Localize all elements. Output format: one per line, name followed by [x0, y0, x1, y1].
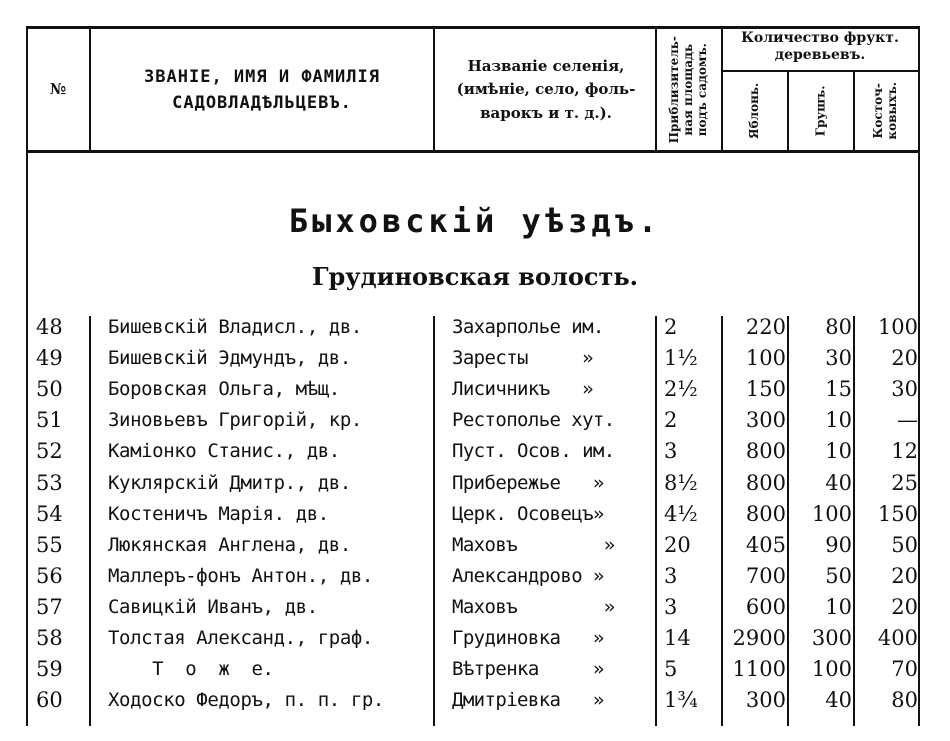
- row-number: 48: [36, 315, 63, 339]
- table-row: [0, 343, 950, 374]
- garden-area: 2½: [664, 377, 698, 402]
- pear-count: 15: [825, 377, 852, 402]
- owner-name: Куклярскій Дмитр., дв.: [108, 471, 351, 494]
- row-number: 50: [36, 377, 63, 402]
- garden-area: 1½: [664, 346, 698, 371]
- garden-area: 20: [664, 532, 691, 557]
- village-name: Александрово »: [452, 564, 604, 587]
- apple-count: 300: [745, 688, 786, 713]
- owner-name: Т о ж е.: [108, 658, 274, 681]
- header-apples-text: Яблонь.: [747, 82, 762, 140]
- garden-area: 2: [664, 408, 678, 433]
- owner-name: Люкянская Англена, дв.: [108, 533, 351, 556]
- pear-count: 30: [825, 346, 852, 371]
- apple-count: 100: [745, 346, 786, 371]
- table-row: [0, 685, 950, 716]
- table-row: [0, 623, 950, 654]
- header-village: [436, 30, 656, 150]
- apple-count: 600: [745, 594, 786, 619]
- header-sep-num: [89, 26, 91, 152]
- header-area: [656, 30, 722, 150]
- stone-fruit-count: 100: [877, 315, 918, 339]
- owner-name: Костеничъ Марія. дв.: [108, 502, 329, 525]
- village-name: Лисичникъ »: [452, 378, 593, 401]
- owner-name: Бишевскій Эдмундъ, дв.: [108, 347, 351, 370]
- garden-area: 14: [664, 626, 691, 650]
- apple-count: 2900: [732, 626, 786, 650]
- village-name: Маховъ »: [452, 595, 615, 618]
- apple-count: 800: [745, 439, 786, 464]
- header-owner: [92, 30, 432, 150]
- header-village-line3: варокъ и т. д.).: [480, 103, 612, 122]
- header-number: №: [49, 80, 67, 99]
- stone-fruit-count: 25: [891, 470, 918, 495]
- apple-count: 150: [745, 377, 786, 402]
- stone-fruit-count: 20: [891, 563, 918, 588]
- stone-fruit-count: 150: [877, 501, 918, 526]
- uezd-title: Быховскій уѣздъ.: [288, 202, 662, 240]
- pear-count: 50: [825, 563, 852, 588]
- stone-fruit-count: 50: [891, 532, 918, 557]
- garden-area: 1¾: [664, 688, 698, 713]
- row-number: 58: [36, 626, 63, 650]
- header-area-text: Приблизитель- ная площадь подъ садомъ.: [667, 36, 709, 144]
- header-village-line2: (имѣніе, село, фоль-: [456, 80, 636, 99]
- row-number: 52: [36, 439, 63, 464]
- owner-name: Каміонко Станис., дв.: [108, 440, 340, 463]
- pear-count: 300: [811, 626, 852, 650]
- pear-count: 100: [811, 501, 852, 526]
- owner-name: Маллеръ-фонъ Антон., дв.: [108, 564, 373, 587]
- row-number: 53: [36, 470, 63, 495]
- row-number: 59: [36, 657, 63, 682]
- row-number: 54: [36, 501, 63, 526]
- header-pears: [788, 72, 854, 150]
- owner-name: Савицкій Иванъ, дв.: [108, 595, 318, 618]
- owner-name: Боровская Ольга, мѣщ.: [108, 378, 340, 401]
- village-name: Грудиновка »: [452, 627, 604, 649]
- pear-count: 40: [825, 470, 852, 495]
- apple-count: 1100: [732, 657, 786, 682]
- owner-name: Толстая Александ., граф.: [108, 627, 373, 649]
- pear-count: 80: [825, 315, 852, 339]
- village-name: Маховъ »: [452, 533, 615, 556]
- village-name: Пуст. Осов. им.: [452, 440, 615, 463]
- header-village-line1: Названіе селенія,: [467, 57, 625, 76]
- header-bottom-rule: [26, 150, 920, 153]
- apple-count: 800: [745, 501, 786, 526]
- table-row: [0, 436, 950, 467]
- apple-count: 300: [745, 408, 786, 433]
- owner-name: Бишевскій Владисл., дв.: [108, 316, 362, 338]
- row-number: 56: [36, 563, 63, 588]
- village-name: Дмитріевка »: [452, 689, 604, 712]
- village-name: Прибережье »: [452, 471, 604, 494]
- stone-fruit-count: —: [897, 408, 918, 433]
- table-row: [0, 312, 950, 343]
- stone-fruit-count: 12: [891, 439, 918, 464]
- pear-count: 10: [825, 408, 852, 433]
- table-row: [0, 468, 950, 499]
- apple-count: 220: [745, 315, 786, 339]
- pear-count: 10: [825, 594, 852, 619]
- stone-fruit-count: 20: [891, 346, 918, 371]
- table-row: [0, 530, 950, 561]
- village-name: Захарполье им.: [452, 316, 604, 338]
- row-number: 51: [36, 408, 63, 433]
- owner-name: Ходоско Федоръ, п. п. гр.: [108, 689, 384, 712]
- table-row: [0, 405, 950, 436]
- stone-fruit-count: 400: [877, 626, 918, 650]
- village-name: Церк. Осовецъ»: [452, 502, 604, 525]
- header-sep-owner: [433, 26, 435, 152]
- header-stone-fruit: [854, 72, 918, 150]
- garden-area: 2: [664, 315, 678, 339]
- stone-fruit-count: 30: [891, 377, 918, 402]
- table-row: [0, 561, 950, 592]
- village-name: Рестополье хут.: [452, 409, 615, 432]
- table-row: [0, 374, 950, 405]
- header-pears-text: Грушъ.: [813, 85, 828, 137]
- stone-fruit-count: 70: [891, 657, 918, 682]
- header-owner-line2: САДОВЛАДѢЛЬЦЕВЪ.: [172, 93, 352, 113]
- stone-fruit-count: 20: [891, 594, 918, 619]
- apple-count: 800: [745, 470, 786, 495]
- pear-count: 90: [825, 532, 852, 557]
- row-number: 55: [36, 532, 63, 557]
- stone-fruit-count: 80: [891, 688, 918, 713]
- row-number: 57: [36, 594, 63, 619]
- pear-count: 100: [811, 657, 852, 682]
- garden-area: 5: [664, 657, 678, 682]
- header-fruit-trees: Количество фрукт. деревьевъ.: [741, 29, 899, 63]
- row-number: 60: [36, 688, 63, 713]
- header-stone-text: Косточ- ковыхъ.: [871, 82, 899, 140]
- pear-count: 40: [825, 688, 852, 713]
- header-owner-line1: ЗВАНІЕ, ИМЯ И ФАМИЛІЯ: [144, 66, 380, 87]
- table-row: [0, 499, 950, 530]
- apple-count: 405: [745, 532, 786, 557]
- volost-title: Грудиновская волость.: [311, 262, 639, 291]
- apple-count: 700: [745, 563, 786, 588]
- owner-name: Зиновьевъ Григорій, кр.: [108, 409, 362, 432]
- village-name: Вѣтренка »: [452, 658, 604, 681]
- village-name: Зaресты »: [452, 347, 593, 370]
- garden-area: 3: [664, 594, 678, 619]
- header-apples: [722, 72, 788, 150]
- garden-area: 8½: [664, 470, 698, 495]
- table-row: [0, 654, 950, 685]
- row-number: 49: [36, 346, 63, 371]
- table-row: [0, 592, 950, 623]
- garden-area: 3: [664, 563, 678, 588]
- pear-count: 10: [825, 439, 852, 464]
- garden-area: 3: [664, 439, 678, 464]
- garden-area: 4½: [664, 501, 698, 526]
